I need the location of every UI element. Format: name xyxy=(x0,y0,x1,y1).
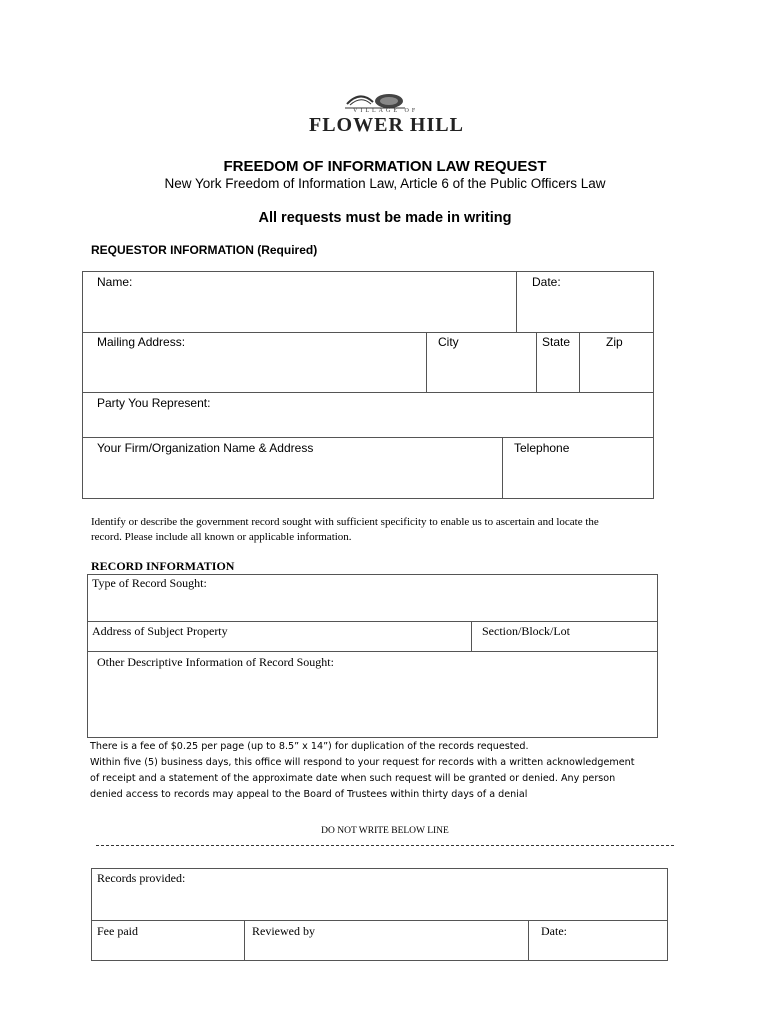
mailing-address-label: Mailing Address: xyxy=(97,335,186,349)
section-block-lot-label: Section/Block/Lot xyxy=(482,624,570,638)
form-subtitle: New York Freedom of Information Law, Article 6 of the Public Officers Law xyxy=(164,176,606,191)
response-notice-line-2: of receipt and a statement of the approximate date when such request will be granted or denied. Any person xyxy=(90,773,616,784)
office-date-label: Date: xyxy=(541,924,567,938)
state-label: State xyxy=(542,335,571,349)
fee-notice: There is a fee of $0.25 per page (up to 8.5” x 14”) for duplication of the records requested. xyxy=(90,741,529,752)
record-section-label: RECORD INFORMATION xyxy=(91,559,235,573)
party-represent-label: Party You Represent: xyxy=(97,396,211,410)
logo-village-text: VILLAGE OF xyxy=(353,108,419,114)
date-label: Date: xyxy=(532,275,561,289)
reviewed-by-label: Reviewed by xyxy=(252,924,315,938)
form-title: FREEDOM OF INFORMATION LAW REQUEST xyxy=(223,158,547,175)
response-notice-line-1: Within five (5) business days, this office will respond to your request for records with a written acknowledgement xyxy=(90,757,635,768)
records-provided-label: Records provided: xyxy=(97,871,186,885)
fee-paid-label: Fee paid xyxy=(97,924,138,938)
writing-requirement: All requests must be made in writing xyxy=(258,210,512,226)
cut-line xyxy=(96,845,674,846)
city-label: City xyxy=(438,335,459,349)
village-logo xyxy=(305,90,465,140)
do-not-write-notice: DO NOT WRITE BELOW LINE xyxy=(321,826,449,836)
appeal-notice: denied access to records may appeal to the Board of Trustees within thirty days of a denial xyxy=(90,789,528,800)
instructions-line-1: Identify or describe the government record sought with sufficient specificity to enable us to ascertain and locate the xyxy=(91,516,599,528)
logo-name-text: FLOWER HILL xyxy=(309,114,464,136)
name-field[interactable] xyxy=(83,272,515,331)
requestor-section-label: REQUESTOR INFORMATION (Required) xyxy=(91,243,318,257)
zip-label: Zip xyxy=(606,335,623,349)
firm-label: Your Firm/Organization Name & Address xyxy=(97,441,314,455)
property-address-label: Address of Subject Property xyxy=(92,624,228,638)
record-type-label: Type of Record Sought: xyxy=(92,576,207,590)
instructions-line-2: record. Please include all known or applicable information. xyxy=(91,531,352,543)
other-info-label: Other Descriptive Information of Record Sought: xyxy=(97,655,334,669)
name-label: Name: xyxy=(97,275,133,289)
telephone-label: Telephone xyxy=(514,441,570,455)
